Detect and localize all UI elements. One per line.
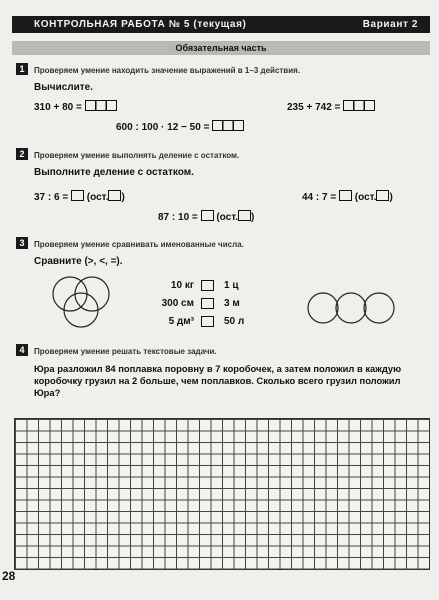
comparison-3-left: 5 дм³ [168, 316, 194, 327]
task-4-number: 4 [16, 344, 28, 356]
task-1-expression-2 [287, 100, 375, 113]
remainder-label: (ост. [354, 192, 377, 203]
comparison-3-right: 50 л [224, 316, 245, 327]
answer-box[interactable] [85, 100, 117, 111]
remainder-box[interactable] [238, 210, 251, 221]
remainder-close: ) [251, 212, 255, 223]
task-1-expression-1 [34, 100, 117, 113]
page-number: 28 [2, 569, 16, 583]
remainder-label: (ост. [216, 212, 238, 223]
expression-text: 37 : 6 = [34, 192, 69, 203]
comparison-1-right: 1 ц [224, 280, 239, 291]
worksheet-header [12, 16, 430, 33]
answer-box[interactable] [343, 100, 375, 111]
task-3-goal: Проверяем умение сравнивать именованные числа. [34, 240, 244, 249]
comparison-1-left: 10 кг [170, 280, 194, 291]
chain-circles-right-icon [306, 290, 396, 326]
quotient-box[interactable] [201, 210, 214, 221]
overlapping-circles-left-icon [44, 272, 120, 330]
task-4-problem-text: Юра разложил 84 поплавка поровну в 7 коробочек, а затем положил в каждую коробочку грузил на 2 больше, чем поплавков. Сколько всего грузил положил Юра? [34, 363, 402, 398]
task-3-number: 3 [16, 237, 28, 249]
quotient-box[interactable] [71, 190, 84, 201]
header-title: КОНТРОЛЬНАЯ РАБОТА № 5 (текущая) [34, 19, 247, 30]
expression-text: 310 + 80 = [34, 102, 82, 113]
remainder-close: ) [389, 192, 393, 203]
expression-text: 235 + 742 = [287, 102, 341, 113]
task-1-number: 1 [16, 63, 28, 75]
answer-box[interactable] [212, 120, 244, 131]
section-title: Обязательная часть [12, 41, 430, 55]
remainder-close: ) [121, 192, 125, 203]
task-1-expression-3 [116, 120, 244, 133]
task-1-goal: Проверяем умение находить значение выражений в 1–3 действия. [34, 66, 301, 75]
task-3-instruction: Сравните (>, <, =). [34, 256, 123, 267]
header-variant: Вариант 2 [362, 19, 418, 30]
comparison-1-box[interactable] [201, 280, 214, 291]
comparison-2-box[interactable] [201, 298, 214, 309]
remainder-label: (ост. [86, 192, 109, 203]
task-2-expression-1 [34, 190, 125, 203]
expression-text: 87 : 10 = [158, 212, 198, 223]
task-2-instruction: Выполните деление с остатком. [34, 167, 194, 178]
comparison-2-right: 3 м [224, 298, 240, 309]
task-4-goal: Проверяем умение решать текстовые задачи. [34, 347, 217, 356]
remainder-box[interactable] [376, 190, 389, 201]
remainder-box[interactable] [108, 190, 121, 201]
comparison-2-left: 300 см [161, 298, 194, 309]
expression-text: 600 : 100 · 12 − 50 = [116, 122, 210, 133]
task-2-expression-2 [302, 190, 393, 203]
answer-grid[interactable] [14, 418, 430, 570]
quotient-box[interactable] [339, 190, 352, 201]
task-2-number: 2 [16, 148, 28, 160]
task-1-instruction: Вычислите. [34, 82, 94, 93]
expression-text: 44 : 7 = [302, 192, 337, 203]
comparison-3-box[interactable] [201, 316, 214, 327]
task-2-expression-3 [158, 210, 254, 223]
task-2-goal: Проверяем умение выполнять деление с остатком. [34, 151, 240, 160]
